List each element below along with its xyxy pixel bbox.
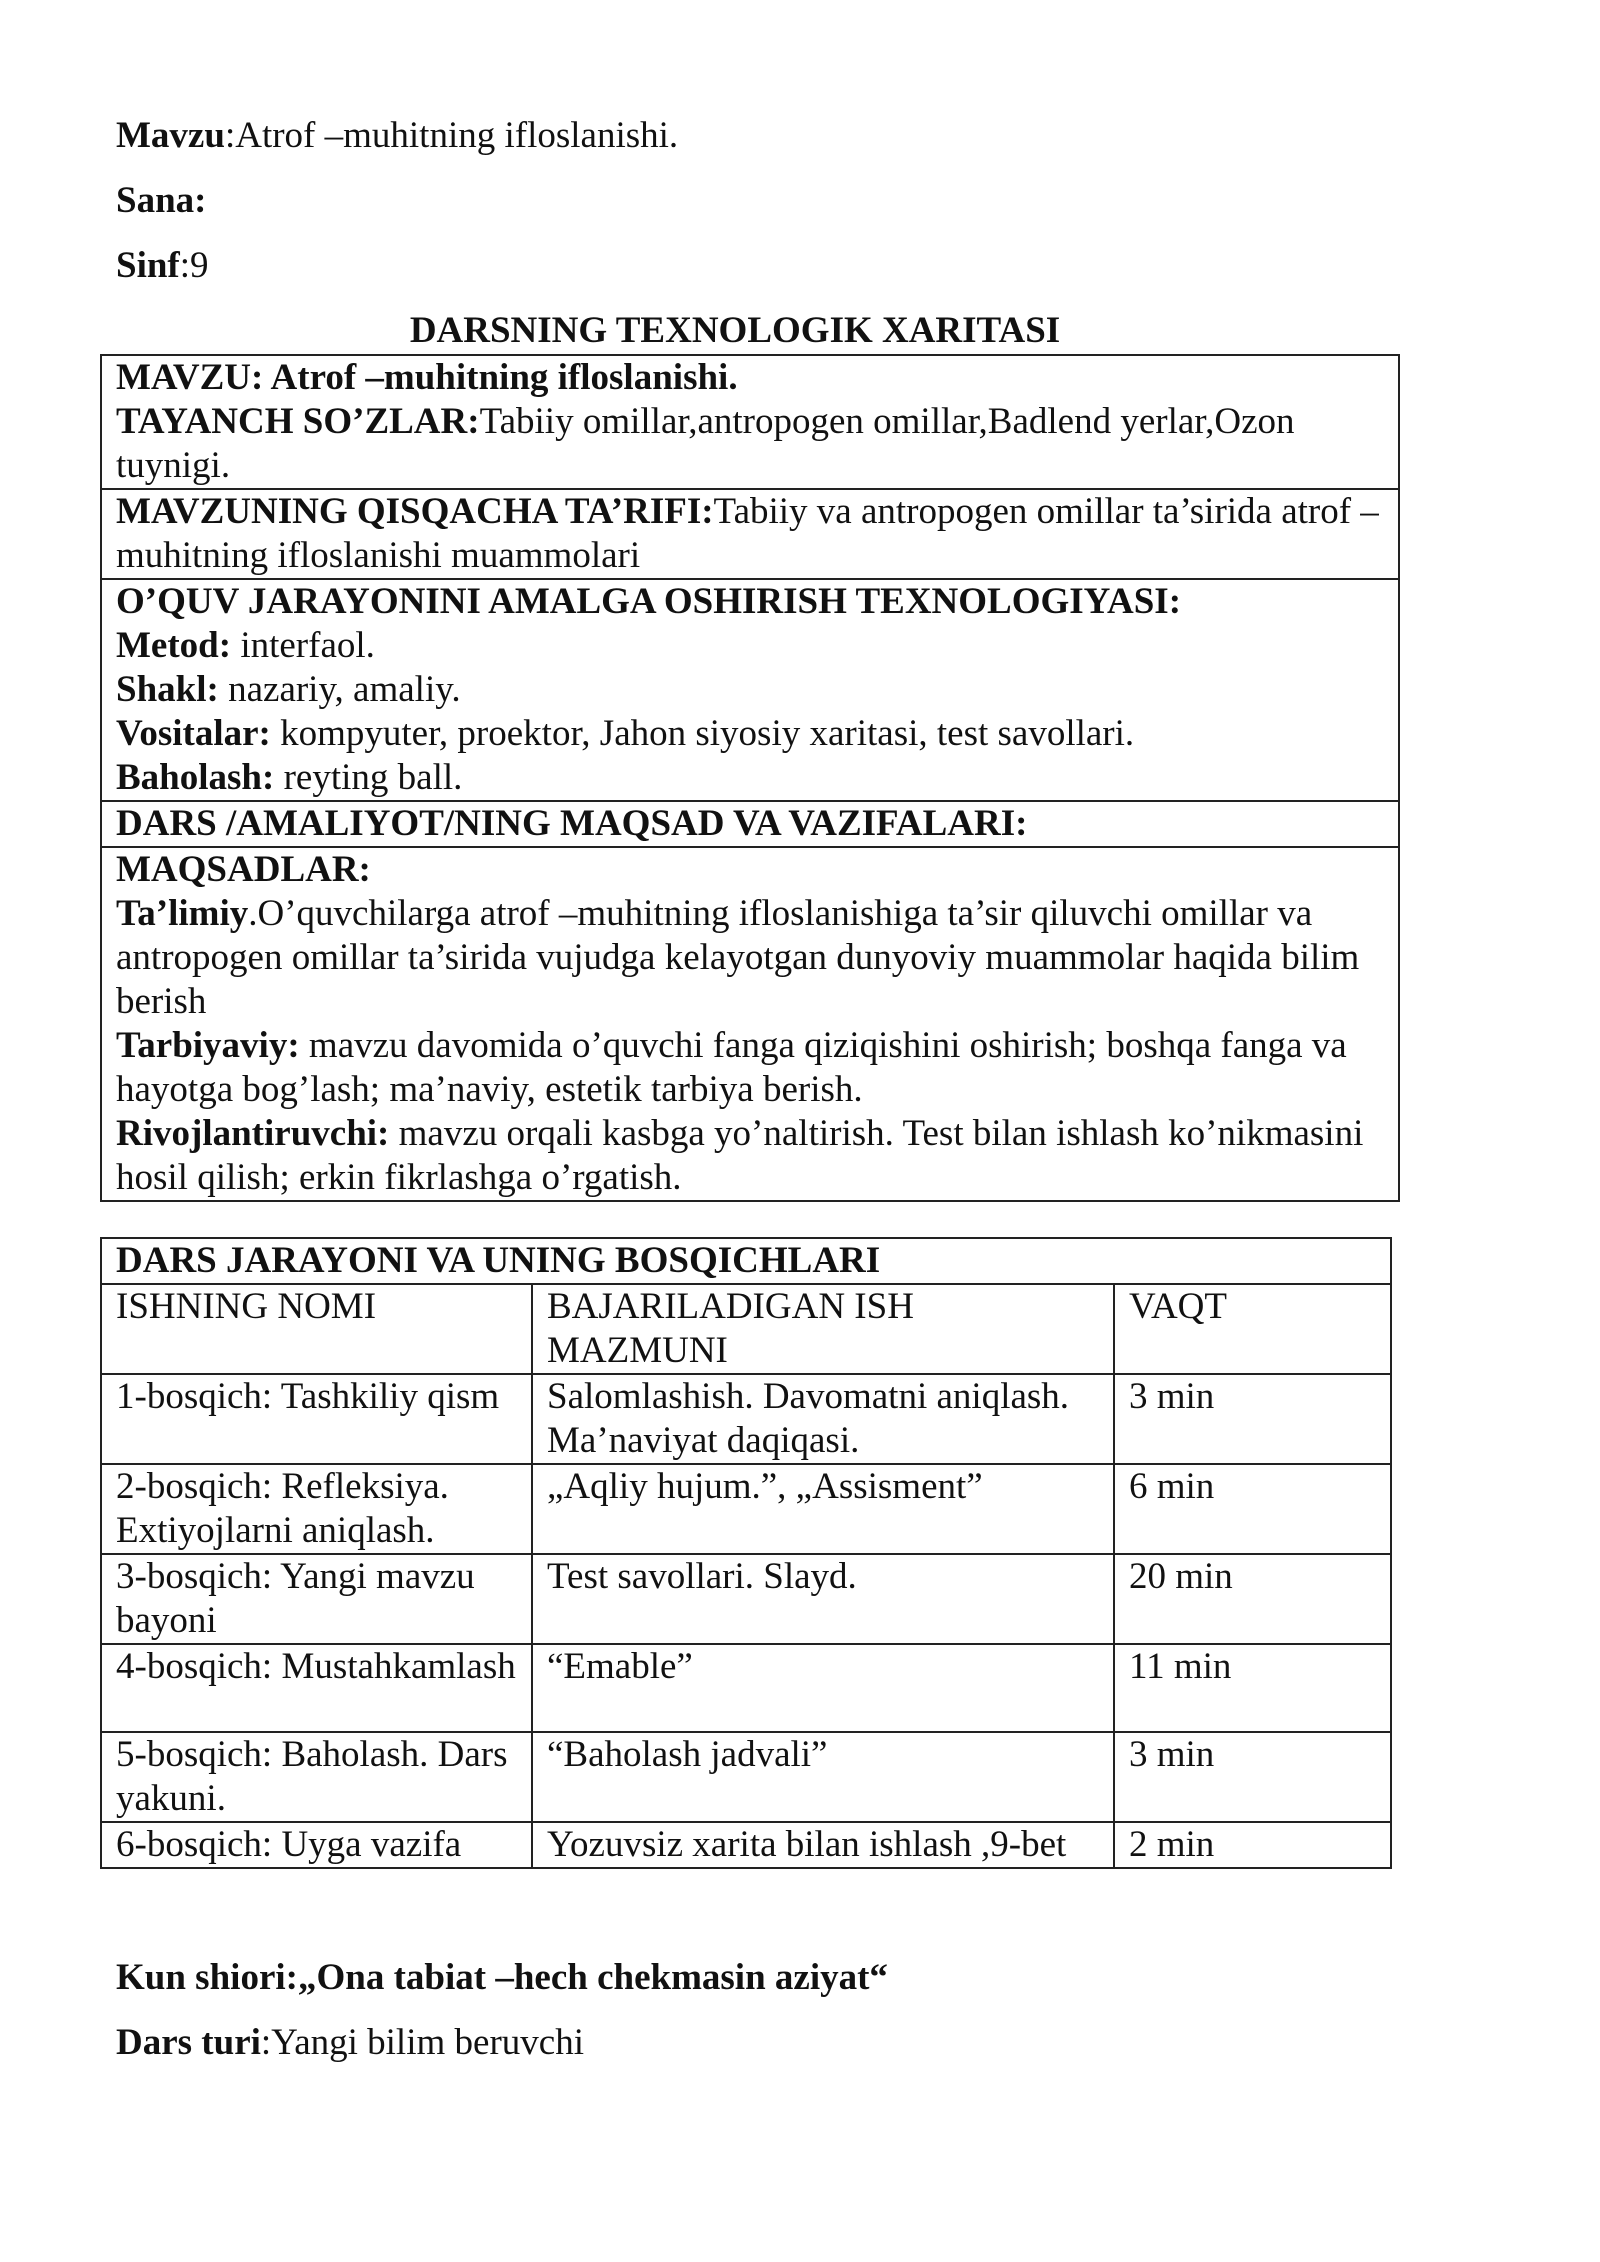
- class-line: [116, 244, 209, 288]
- table-row: [101, 1554, 1391, 1644]
- stage-name: 6-bosqich: Uyga vazifa: [101, 1822, 532, 1868]
- form-label: Shakl:: [116, 669, 219, 710]
- stage-name: 1-bosqich: Tashkiliy qism: [101, 1374, 532, 1464]
- summary-value: Tabiiy va antropogen omillar ta’sirida atrof –muhitning ifloslanishi muammolari: [116, 491, 1379, 576]
- summary-label: MAVZUNING QISQACHA TA’RIFI:: [116, 491, 714, 532]
- developmental-goal-value: mavzu orqali kasbga yo’naltirish. Test bilan ishlash ko’nikmasini hosil qilish; erkin fikrlashga o’rgatish.: [116, 1113, 1364, 1198]
- lesson-stages-table: [100, 1237, 1392, 1869]
- stage-time: 2 min: [1114, 1822, 1391, 1868]
- date-line: [116, 179, 206, 223]
- method-line: [116, 624, 1384, 668]
- table-row: [101, 1374, 1391, 1464]
- stage-content: Yozuvsiz xarita bilan ishlash ,9-bet: [532, 1822, 1114, 1868]
- tech-map-row-goals-heading: [101, 801, 1399, 847]
- table-row: [101, 1732, 1391, 1822]
- table-row: [101, 1822, 1391, 1868]
- stages-heading-row: [101, 1238, 1391, 1284]
- assessment-label: Baholash:: [116, 757, 275, 798]
- stages-header-row: [101, 1284, 1391, 1374]
- keywords-line: [116, 401, 1295, 486]
- keywords-value: Tabiiy omillar,antropogen omillar,Badlend yerlar,Ozon tuynigi.: [116, 401, 1295, 486]
- form-line: [116, 668, 1384, 712]
- tech-map-row-goals: [101, 847, 1399, 1201]
- tools-value: kompyuter, proektor, Jahon siyosiy xaritasi, test savollari.: [270, 713, 1135, 754]
- tech-map-cell-topic: [101, 355, 1399, 489]
- tech-map-topic: MAVZU: Atrof –muhitning ifloslanishi.: [116, 357, 738, 398]
- assessment-value: reyting ball.: [274, 757, 463, 798]
- tech-map-table: [100, 354, 1400, 1202]
- topic-line: [116, 114, 678, 158]
- class-value: :9: [179, 245, 209, 286]
- document-title: DARSNING TEXNOLOGIK XARITASI: [409, 310, 1061, 351]
- tech-map-cell-summary: [101, 489, 1399, 579]
- tools-line: [116, 712, 1384, 756]
- stage-content: Test savollari. Slayd.: [532, 1554, 1114, 1644]
- class-label: Sinf: [116, 245, 180, 286]
- stage-time: 3 min: [1114, 1374, 1391, 1464]
- stage-time: 3 min: [1114, 1732, 1391, 1822]
- column-header-name: ISHNING NOMI: [101, 1284, 532, 1374]
- tech-map-cell-technology: [101, 579, 1399, 801]
- tech-map-cell-goals: [101, 847, 1399, 1201]
- educational-goal: [116, 892, 1384, 1024]
- keywords-label: TAYANCH SO’ZLAR:: [116, 401, 480, 442]
- stage-name: 4-bosqich: Mustahkamlash: [101, 1644, 532, 1732]
- tech-map-row-topic: [101, 355, 1399, 489]
- developmental-goal-label: Rivojlantiruvchi:: [116, 1113, 390, 1154]
- stage-time: 11 min: [1114, 1644, 1391, 1732]
- assessment-line: [116, 756, 1384, 800]
- tools-label: Vositalar:: [116, 713, 271, 754]
- tech-map-row-technology: [101, 579, 1399, 801]
- educational-goal-label: Ta’limiy: [116, 893, 249, 934]
- topic-value: :Atrof –muhitning ifloslanishi.: [224, 115, 679, 156]
- objectives-heading: MAQSADLAR:: [116, 849, 371, 890]
- topic-label: Mavzu: [116, 115, 225, 156]
- educational-goal-value: .O’quvchilarga atrof –muhitning ifloslanishiga ta’sir qiluvchi omillar va antropogen omillar ta’sirida vujudga kelayotgan dunyoviy muammolar haqida bilim berish: [116, 893, 1360, 1022]
- stage-name: 5-bosqich: Baholash. Dars yakuni.: [101, 1732, 532, 1822]
- lesson-type-label: Dars turi: [116, 2022, 261, 2063]
- column-header-time: VAQT: [1114, 1284, 1391, 1374]
- stage-time: 20 min: [1114, 1554, 1391, 1644]
- stage-content: Salomlashish. Davomatni aniqlash. Ma’naviyat daqiqasi.: [532, 1374, 1114, 1464]
- stages-heading-cell: [101, 1238, 1391, 1284]
- technology-heading: O’QUV JARAYONINI AMALGA OSHIRISH TEXNOLOGIYASI:: [116, 581, 1182, 622]
- stage-content: “Emable”: [532, 1644, 1114, 1732]
- tech-map-row-summary: [101, 489, 1399, 579]
- column-header-content: BAJARILADIGAN ISH MAZMUNI: [532, 1284, 1114, 1374]
- lesson-type-value: :Yangi bilim beruvchi: [260, 2022, 584, 2063]
- tech-map-cell-goals-heading: [101, 801, 1399, 847]
- stage-content: „Aqliy hujum.”, „Assisment”: [532, 1464, 1114, 1554]
- lesson-type-line: [116, 2021, 584, 2065]
- table-row: [101, 1644, 1391, 1732]
- stage-name: 2-bosqich: Refleksiya. Extiyojlarni aniqlash.: [101, 1464, 532, 1554]
- stage-content: “Baholash jadvali”: [532, 1732, 1114, 1822]
- table-row: [101, 1464, 1391, 1554]
- upbringing-goal: [116, 1024, 1384, 1112]
- goals-heading: DARS /AMALIYOT/NING MAQSAD VA VAZIFALARI:: [116, 803, 1028, 844]
- upbringing-goal-label: Tarbiyaviy:: [116, 1025, 300, 1066]
- method-value: interfaol.: [231, 625, 375, 666]
- method-label: Metod:: [116, 625, 232, 666]
- date-label: Sana:: [116, 180, 207, 221]
- upbringing-goal-value: mavzu davomida o’quvchi fanga qiziqishini oshirish; boshqa fanga va hayotga bog’lash; ma’naviy, estetik tarbiya berish.: [116, 1025, 1347, 1110]
- motto-line: [116, 1956, 888, 2000]
- stage-name: 3-bosqich: Yangi mavzu bayoni: [101, 1554, 532, 1644]
- form-value: nazariy, amaliy.: [218, 669, 461, 710]
- stages-heading: DARS JARAYONI VA UNING BOSQICHLARI: [116, 1240, 881, 1281]
- developmental-goal: [116, 1112, 1384, 1200]
- stage-time: 6 min: [1114, 1464, 1391, 1554]
- motto-text: Kun shiori:„Ona tabiat –hech chekmasin aziyat“: [116, 1957, 888, 1998]
